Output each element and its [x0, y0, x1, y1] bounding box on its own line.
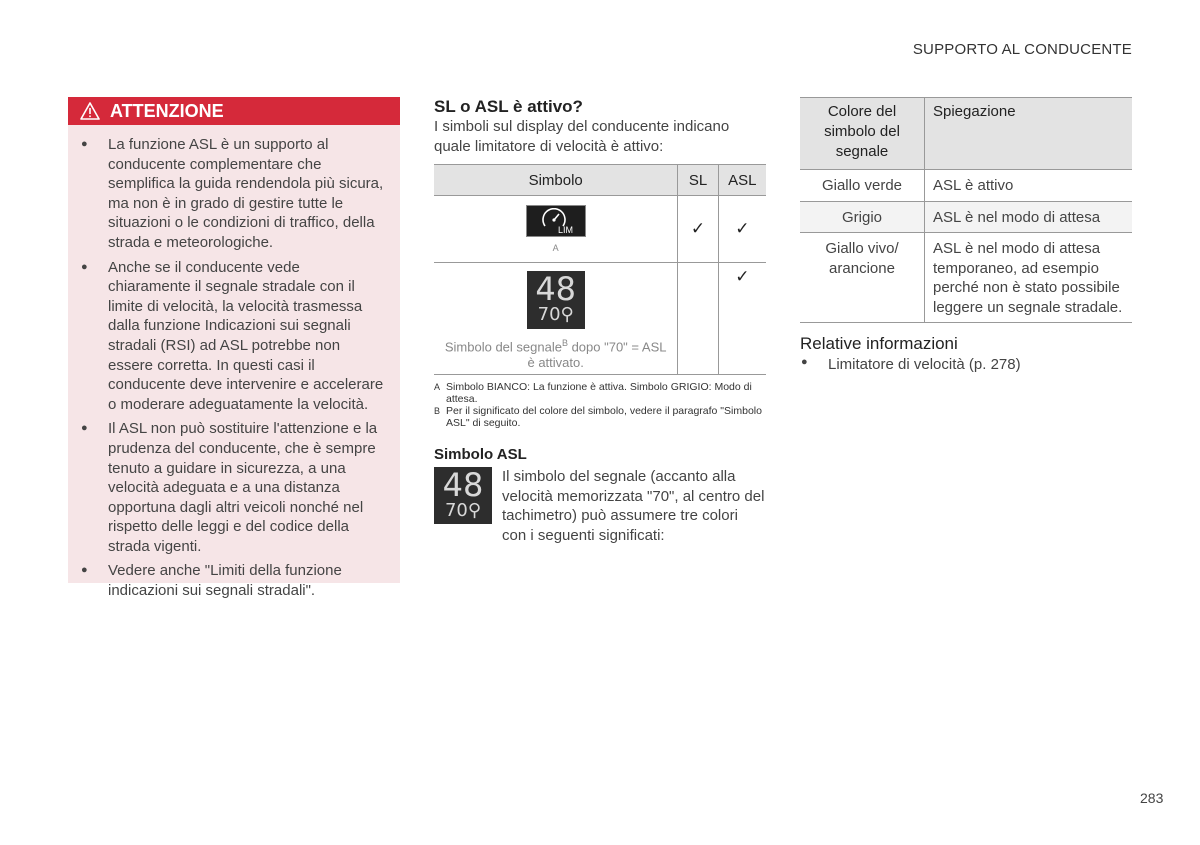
speed-limiter-icon: [526, 205, 586, 237]
asl-symbol-block: [434, 467, 766, 545]
footnote: A Simbolo BIANCO: La funzione è attiva. Simbolo GRIGIO: Modo di attesa.: [434, 381, 752, 405]
footnote-mark: A: [552, 243, 559, 253]
check-icon: ✓: [735, 219, 750, 238]
warning-box: [68, 97, 400, 600]
related-title: Relative informazioni: [800, 334, 958, 353]
col-header-explanation: Spiegazione: [925, 98, 1133, 170]
warning-item: ● Anche se il conducente vede chiaramente il segnale stradale con il limite di velocità, la velocità trasmessa dalla funzione Indicazioni sui segnali stradali (RSI) ad ASL potrebbe non essere corretta. In questi casi il conducente deve intervenire e accelerare o moderare adeguatamente la velocità.: [81, 258, 384, 413]
col-header-sl: SL: [678, 165, 718, 196]
warning-title: ATTENZIONE: [110, 100, 224, 121]
asl-symbol-text: Il simbolo del segnale (accanto alla velocità memorizzata "70", al centro del tachimetro) può assumere tre colori con i seguenti significati:: [502, 468, 765, 544]
warning-item: ● La funzione ASL è un supporto al conducente complementare che semplifica la guida rendendola più sicura, ma non è in grado di gestire tutte le situazioni o le condizioni di traffico, della strada e meteorologiche.: [81, 136, 384, 251]
asl-display-image: 48 70⚲: [434, 467, 492, 524]
asl-display-image: 48 70⚲: [527, 271, 585, 329]
warning-list: [68, 125, 400, 601]
section-intro: I simboli sul display del conducente indicano quale limitatore di velocità è attivo:: [434, 118, 730, 155]
svg-text:LIM: LIM: [557, 225, 573, 234]
colors-table: [800, 97, 1132, 323]
table-row: [434, 263, 766, 375]
footnotes: [434, 381, 766, 429]
footnote: B Per il significato del colore del simbolo, vedere il paragrafo "Simbolo ASL" di seguito.: [434, 405, 762, 429]
table-row: Giallo vivo/ arancione ASL è nel modo di attesa temporaneo, ad esempio perché non è stato possibile leggere un segnale stradale.: [800, 233, 1132, 323]
section-header: SUPPORTO AL CONDUCENTE: [912, 41, 1132, 58]
table-row: Giallo verde ASL è attivo: [800, 170, 1132, 202]
active-limiter-section: [434, 97, 766, 545]
page-number: 283: [1140, 790, 1164, 806]
related-list: [800, 356, 1132, 373]
section-title: SL o ASL è attivo?: [434, 97, 583, 116]
symbol-table: [434, 164, 766, 375]
check-icon: ✓: [690, 219, 706, 238]
related-link[interactable]: ● Limitatore di velocità (p. 278): [801, 356, 1021, 373]
asl-symbol-title: Simbolo ASL: [434, 446, 527, 463]
col-header-color: Colore del simbolo del segnale: [800, 98, 925, 170]
col-header-symbol: Simbolo: [434, 165, 678, 196]
check-icon: ✓: [735, 267, 750, 286]
warning-item: ● Il ASL non può sostituire l'attenzione e la prudenza del conducente, che è sempre tenuto a guidare in sicurezza, a una velocità adeguata e a una distanza opportuna dagli altri veicoli nonché nel rispetto delle leggi e del codice della strada vigenti.: [81, 420, 378, 555]
warning-item: ● Vedere anche "Limiti della funzione indicazioni sui segnali stradali".: [81, 562, 342, 600]
col-header-asl: ASL: [718, 165, 766, 196]
table-row: Grigio ASL è nel modo di attesa: [800, 201, 1132, 233]
warning-header: [68, 97, 400, 125]
colors-section: [800, 97, 1132, 373]
table-row: [434, 196, 766, 263]
warning-triangle-icon: [80, 102, 100, 120]
symbol-caption: Simbolo del segnale$^B$ dopo "70" = ASL è attivato.: [444, 338, 667, 371]
